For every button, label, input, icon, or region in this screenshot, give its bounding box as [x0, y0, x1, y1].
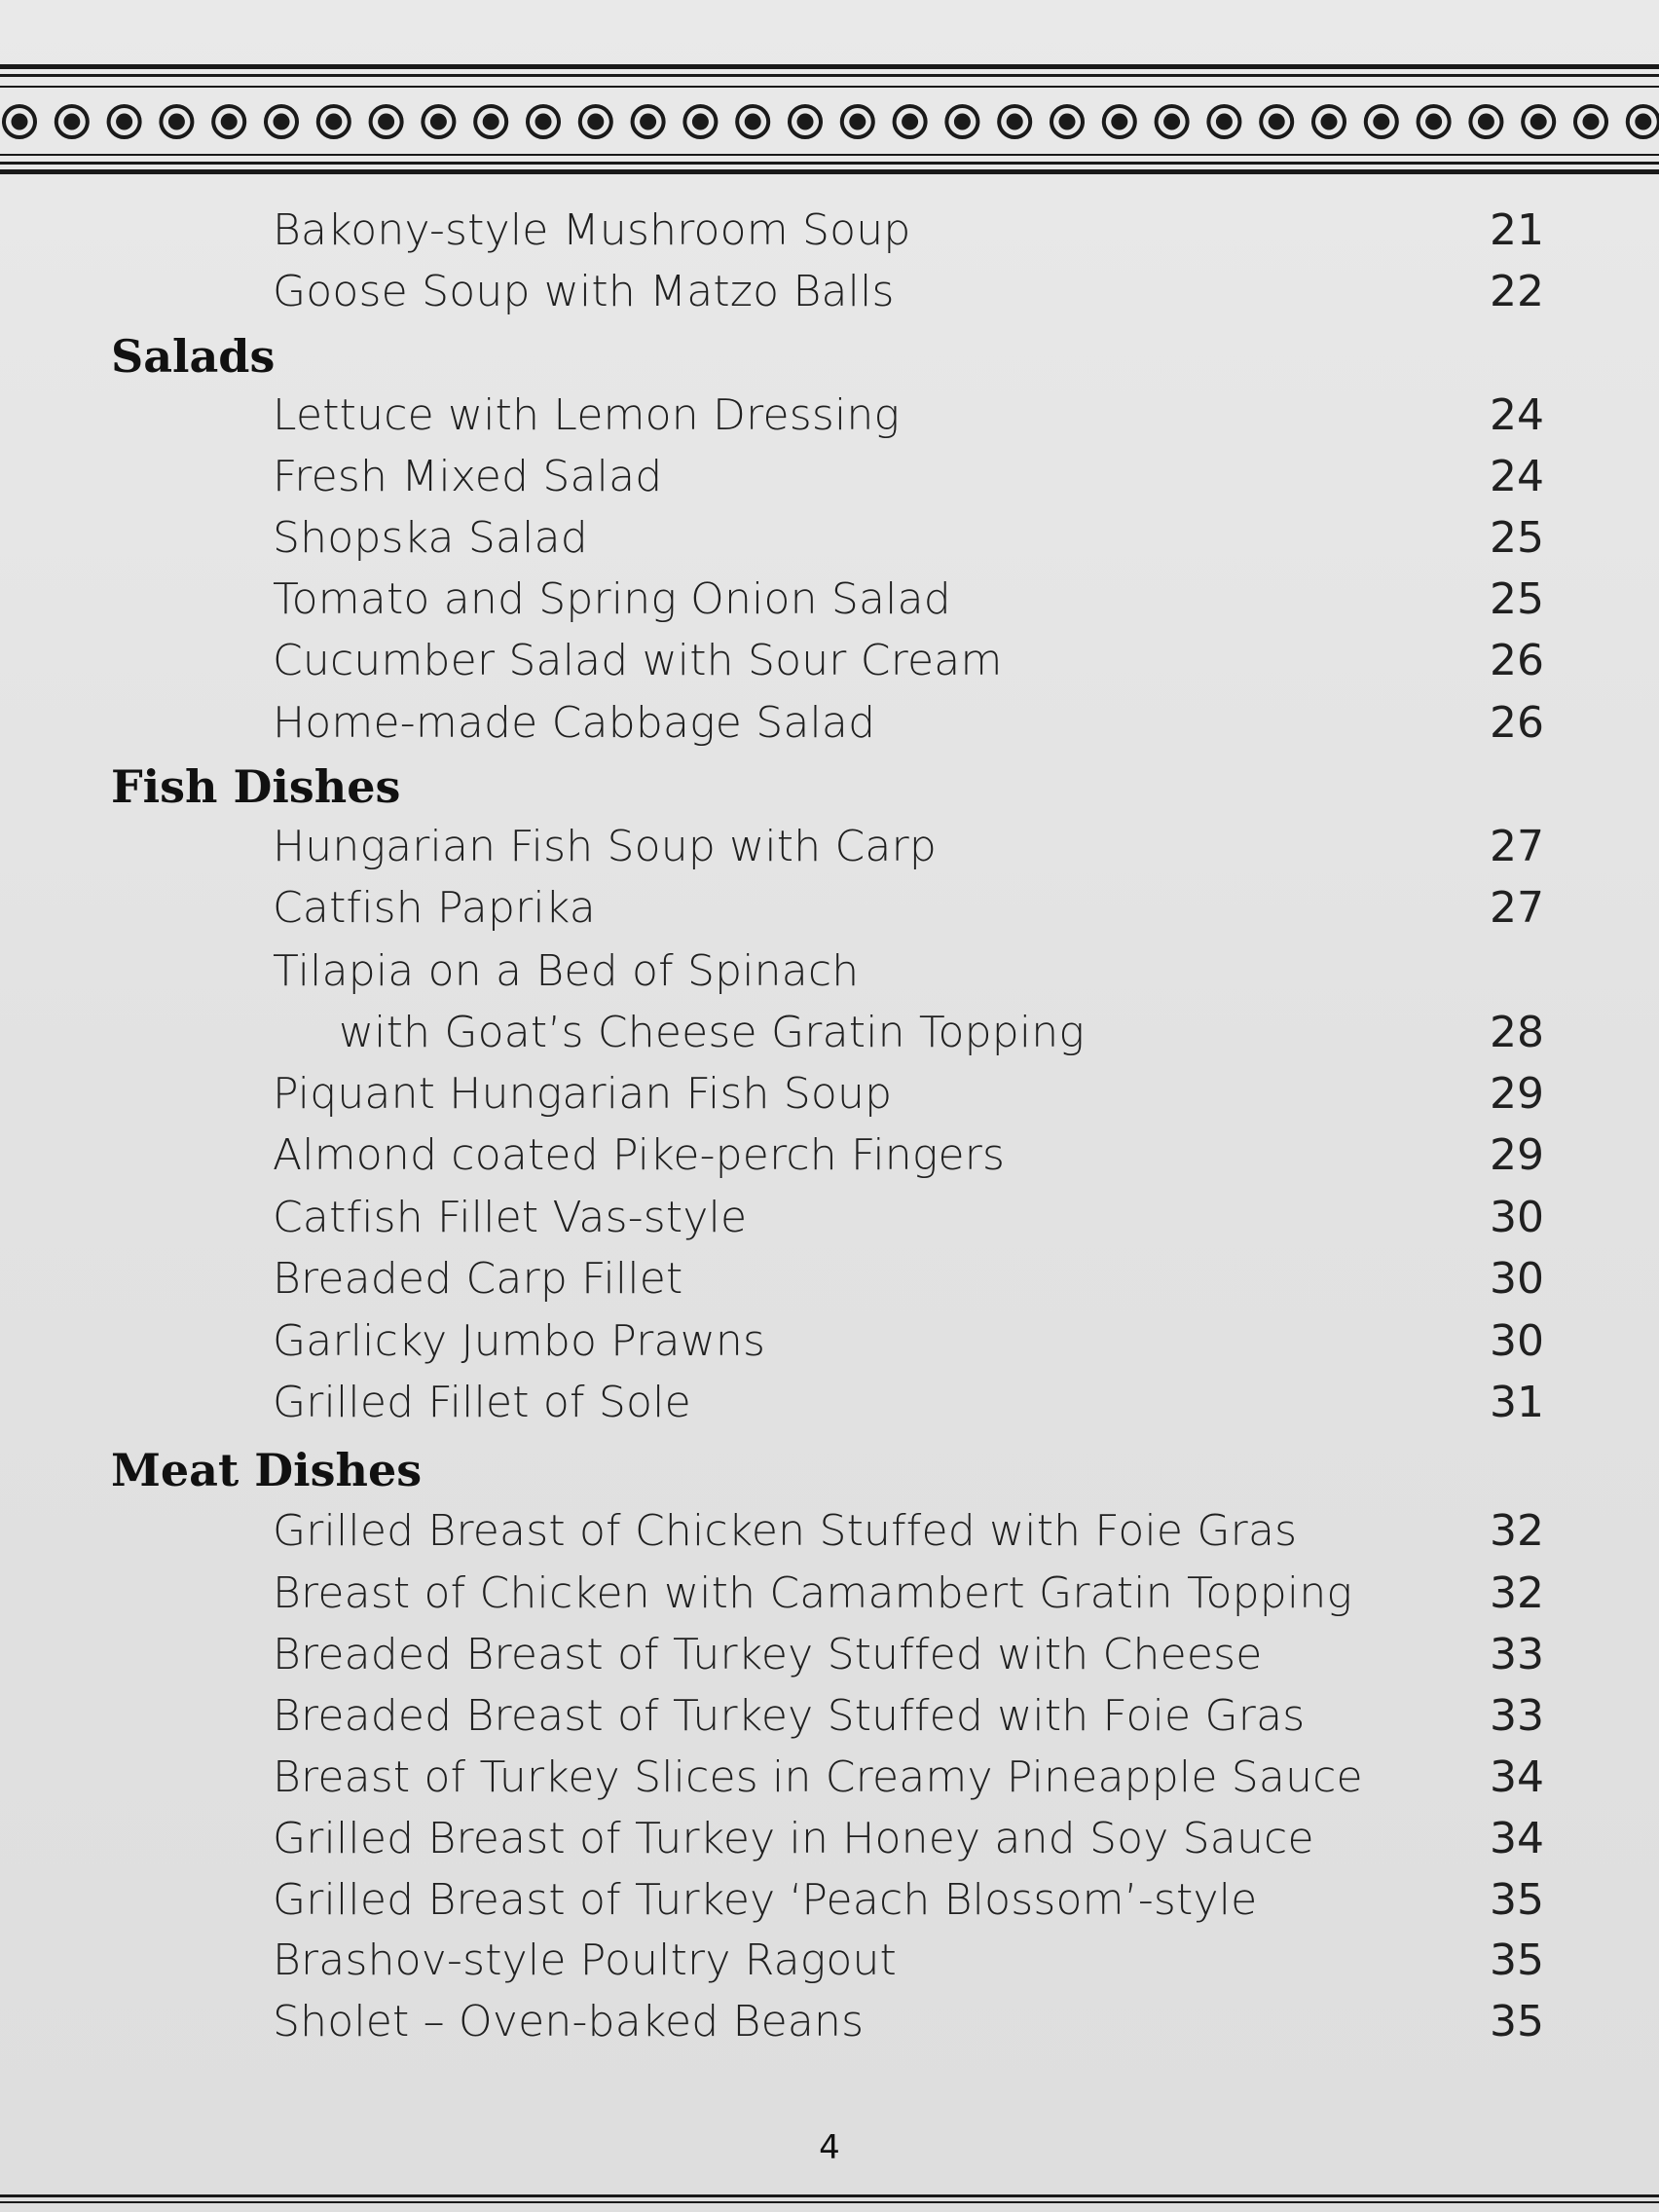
toc-entry-page: 30: [1490, 1193, 1544, 1242]
toc-entry[interactable]: [0, 385, 1659, 446]
toc-entry-page: 30: [1490, 1316, 1544, 1366]
toc-entry[interactable]: [0, 1124, 1659, 1186]
circle-dot-icon: [266, 106, 297, 137]
toc-entry[interactable]: [0, 1808, 1659, 1869]
toc-entry-page: 35: [1490, 1997, 1544, 2046]
circle-dot-icon: [1419, 106, 1450, 137]
toc-entry-page: 26: [1490, 698, 1544, 748]
toc-entry-title: Fresh Mixed Salad: [273, 452, 663, 501]
toc-entry-title: Grilled Breast of Turkey in Honey and Soy Sauce: [273, 1814, 1314, 1863]
toc-entry-title: Hungarian Fish Soup with Carp: [273, 822, 937, 871]
toc-entry-title: Grilled Fillet of Sole: [273, 1378, 691, 1427]
toc-entry[interactable]: [0, 1685, 1659, 1747]
toc-entry[interactable]: [0, 1500, 1659, 1562]
circle-dot-icon: [790, 106, 821, 137]
toc-entry-page: 24: [1490, 452, 1544, 501]
circle-dot-icon: [842, 106, 873, 137]
border-rule-top: [0, 64, 1659, 69]
toc-entry[interactable]: [0, 1372, 1659, 1433]
circle-dot-icon: [946, 106, 977, 137]
toc-entry-title: Shopska Salad: [273, 513, 588, 563]
border-rule-top-hair: [0, 86, 1659, 88]
circle-dot-icon: [56, 106, 88, 137]
toc-entry[interactable]: [0, 816, 1659, 877]
circle-dot-icon: [1628, 106, 1659, 137]
circle-dot-icon: [999, 106, 1030, 137]
toc-entry-title: Tomato and Spring Onion Salad: [273, 574, 951, 624]
border-rule-bottom: [0, 169, 1659, 174]
toc-entry[interactable]: [0, 1930, 1659, 1991]
circle-dot-icon: [1366, 106, 1397, 137]
circle-dot-icon: [423, 106, 454, 137]
circle-dot-icon: [580, 106, 611, 137]
toc-entry-title: Catfish Paprika: [273, 883, 596, 933]
circle-dot-icon: [1051, 106, 1083, 137]
toc-entry[interactable]: [0, 200, 1659, 261]
decorative-bottom-border: [0, 2193, 1659, 2212]
toc-entry[interactable]: [0, 1869, 1659, 1931]
toc-entry-title: Piquant Hungarian Fish Soup: [273, 1069, 893, 1119]
circle-dot-icon: [1104, 106, 1135, 137]
toc-entry[interactable]: [0, 1002, 1659, 1063]
toc-entry-page: 26: [1490, 636, 1544, 685]
toc-entry-title: Breaded Carp Fillet: [273, 1254, 683, 1304]
toc-entry[interactable]: [0, 1563, 1659, 1624]
toc-entry[interactable]: [0, 1310, 1659, 1372]
circle-dot-icon: [1523, 106, 1554, 137]
toc-entry-page: 33: [1490, 1691, 1544, 1741]
circle-dot-icon: [1575, 106, 1606, 137]
toc-entry-title: Breast of Chicken with Camambert Gratin Topping: [273, 1568, 1353, 1618]
circle-dot-icon: [475, 106, 506, 137]
decorative-top-border: [0, 58, 1659, 177]
section-heading-fish-dishes: Fish Dishes: [111, 760, 401, 813]
toc-entry-title: Breast of Turkey Slices in Creamy Pineapple Sauce: [273, 1752, 1363, 1802]
toc-entry-page: 22: [1490, 267, 1544, 316]
toc-entry[interactable]: [0, 940, 1659, 1002]
border-rule-bottom-edge-thin: [0, 2201, 1659, 2203]
toc-entry[interactable]: [0, 1187, 1659, 1248]
circle-dot-icon: [895, 106, 926, 137]
border-rule-bottom-edge: [0, 2194, 1659, 2197]
circle-dot-icon: [633, 106, 664, 137]
toc-entry-page: 32: [1490, 1506, 1544, 1556]
circle-dot-icon: [1261, 106, 1292, 137]
circle-dot-icon: [4, 106, 35, 137]
toc-entry-title: Breaded Breast of Turkey Stuffed with Cheese: [273, 1630, 1263, 1679]
toc-entry[interactable]: [0, 1747, 1659, 1808]
toc-entry-page: 24: [1490, 390, 1544, 440]
section-heading-meat-dishes: Meat Dishes: [111, 1444, 423, 1496]
toc-entry-title: Garlicky Jumbo Prawns: [273, 1316, 766, 1366]
circle-dot-icon-row: [0, 102, 1659, 141]
toc-entry-page: 31: [1490, 1378, 1544, 1427]
toc-entry[interactable]: [0, 630, 1659, 691]
toc-entry-page: 34: [1490, 1752, 1544, 1802]
toc-entry[interactable]: [0, 569, 1659, 630]
circle-dot-icon: [1208, 106, 1239, 137]
toc-entry-title: Breaded Breast of Turkey Stuffed with Foie Gras: [273, 1691, 1306, 1741]
toc-entry-page: 30: [1490, 1254, 1544, 1304]
toc-entry[interactable]: [0, 507, 1659, 569]
circle-dot-icon: [109, 106, 140, 137]
toc-entry[interactable]: [0, 877, 1659, 939]
toc-entry-title: Lettuce with Lemon Dressing: [273, 390, 901, 440]
circle-dot-icon: [1157, 106, 1188, 137]
toc-entry-page: 29: [1490, 1130, 1544, 1180]
circle-dot-icon: [737, 106, 768, 137]
toc-entry-page: 29: [1490, 1069, 1544, 1119]
circle-dot-icon: [318, 106, 350, 137]
toc-entry-title: Home-made Cabbage Salad: [273, 698, 876, 748]
toc-entry-title: Grilled Breast of Chicken Stuffed with Foie Gras: [273, 1506, 1298, 1556]
toc-entry-page: 35: [1490, 1936, 1544, 1985]
toc-entry-page: 28: [1490, 1008, 1544, 1057]
toc-entry[interactable]: [0, 261, 1659, 322]
toc-entry-title: Goose Soup with Matzo Balls: [273, 267, 895, 316]
toc-entry[interactable]: [0, 1063, 1659, 1124]
toc-entry-title: Bakony-style Mushroom Soup: [273, 205, 911, 255]
toc-entry-page: 25: [1490, 513, 1544, 563]
toc-entry-title: Brashov-style Poultry Ragout: [273, 1936, 898, 1985]
circle-dot-icon: [213, 106, 244, 137]
toc-entry-title: Sholet – Oven-baked Beans: [273, 1997, 865, 2046]
toc-entry-page: 35: [1490, 1875, 1544, 1925]
toc-entry[interactable]: [0, 692, 1659, 754]
toc-entry[interactable]: [0, 1991, 1659, 2052]
toc-entry-page: 25: [1490, 574, 1544, 624]
toc-entry-title: Cucumber Salad with Sour Cream: [273, 636, 1003, 685]
toc-entry[interactable]: [0, 1624, 1659, 1685]
circle-dot-icon: [161, 106, 192, 137]
toc-entry-title-continuation: with Goat’s Cheese Gratin Topping: [339, 1008, 1085, 1057]
circle-dot-icon: [528, 106, 559, 137]
toc-entry[interactable]: [0, 1248, 1659, 1309]
circle-dot-icon: [371, 106, 402, 137]
page-number: 4: [819, 2128, 840, 2167]
toc-entry-title: Almond coated Pike-perch Fingers: [273, 1130, 1006, 1180]
circle-dot-icon: [1470, 106, 1501, 137]
toc-entry-page: 33: [1490, 1630, 1544, 1679]
toc-entry-page: 21: [1490, 205, 1544, 255]
circle-dot-icon: [684, 106, 716, 137]
border-rule-top-thin: [0, 74, 1659, 77]
toc-entry-title: Catfish Fillet Vas-style: [273, 1193, 748, 1242]
toc-entry-page: 27: [1490, 822, 1544, 871]
toc-entry-page: 27: [1490, 883, 1544, 933]
circle-dot-icon: [1313, 106, 1345, 137]
toc-entry[interactable]: [0, 446, 1659, 507]
border-rule-bottom-thin: [0, 162, 1659, 165]
toc-entry-title: Grilled Breast of Turkey ‘Peach Blossom’-style: [273, 1875, 1258, 1925]
section-heading-salads: Salads: [111, 330, 276, 383]
toc-entry-page: 32: [1490, 1568, 1544, 1618]
toc-entry-title: Tilapia on a Bed of Spinach: [273, 946, 860, 996]
toc-entry-page: 34: [1490, 1814, 1544, 1863]
border-rule-bottom-hair: [0, 154, 1659, 156]
